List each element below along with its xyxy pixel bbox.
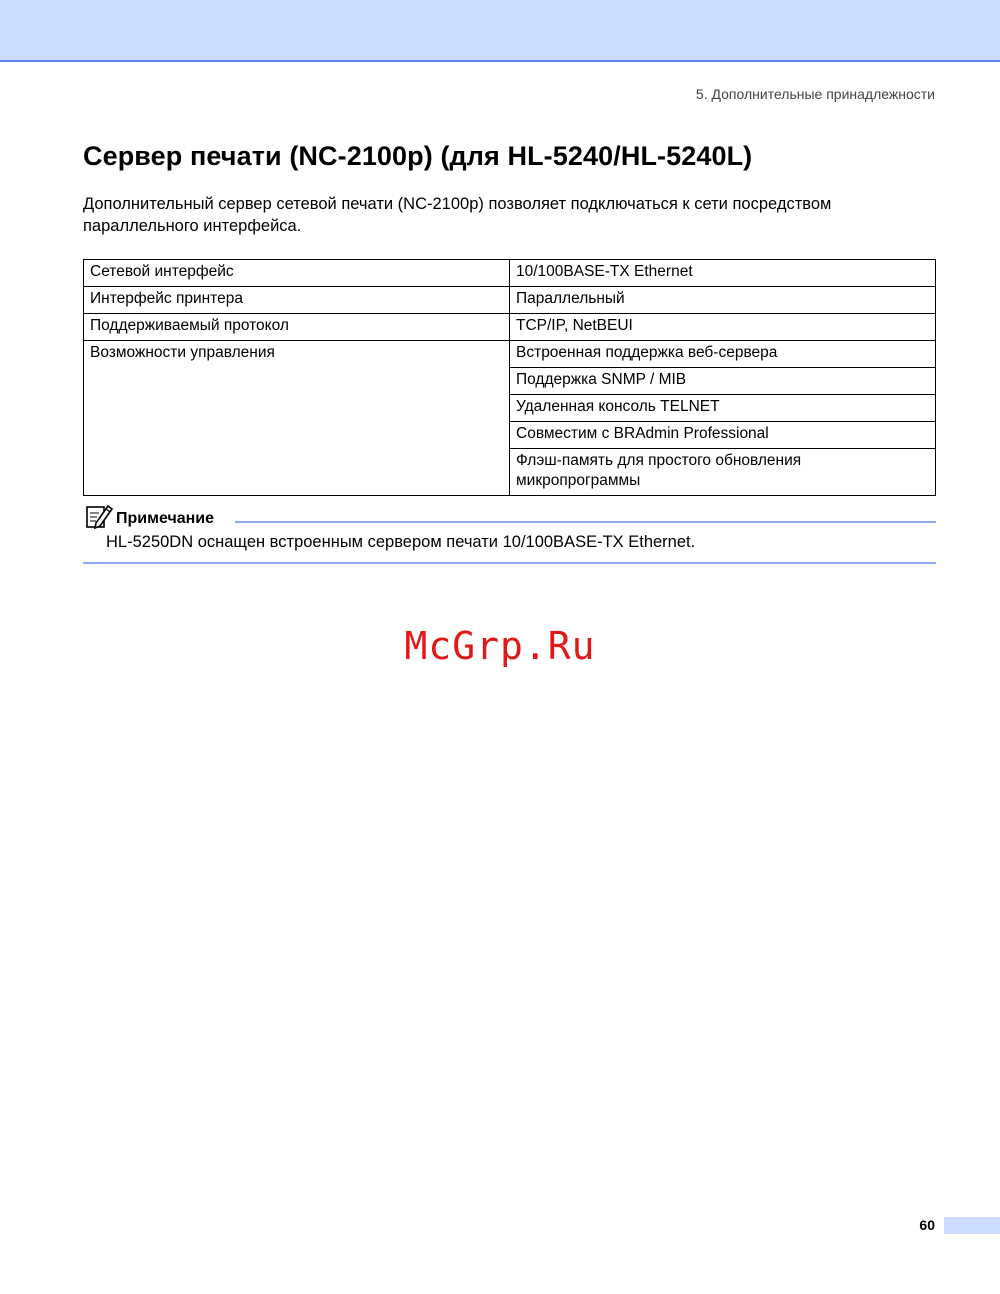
- row-label: Сетевой интерфейс: [84, 260, 510, 287]
- note-header: [85, 503, 936, 529]
- intro-paragraph: Дополнительный сервер сетевой печати (NC-2100p) позволяет подключаться к сети посредством параллельного интерфейса.: [83, 195, 832, 235]
- row-label: Возможности управления: [84, 341, 510, 496]
- row-value: Параллельный: [510, 287, 936, 314]
- note-bottom-divider: [83, 562, 936, 564]
- table-row: [84, 314, 936, 341]
- watermark: McGrp.Ru: [404, 624, 596, 668]
- table-row: [84, 341, 936, 368]
- note-title: Примечание: [116, 510, 215, 527]
- table-row: [84, 287, 936, 314]
- row-value: 10/100BASE-TX Ethernet: [510, 260, 936, 287]
- running-header: 5. Дополнительные принадлежности: [695, 86, 935, 102]
- row-value: TCP/IP, NetBEUI: [510, 314, 936, 341]
- row-value: Совместим с BRAdmin Professional: [510, 422, 936, 449]
- note-text: HL-5250DN оснащен встроенным сервером печати 10/100BASE-TX Ethernet.: [106, 533, 696, 551]
- spec-table: [83, 259, 936, 496]
- page-title: Сервер печати (NC-2100p) (для HL-5240/HL-5240L): [83, 141, 753, 171]
- row-label: Поддерживаемый протокол: [84, 314, 510, 341]
- row-label: Интерфейс принтера: [84, 287, 510, 314]
- note-divider: [235, 521, 936, 523]
- top-header-band: [0, 0, 1000, 62]
- table-row: [84, 260, 936, 287]
- page-tab: [944, 1217, 1000, 1234]
- row-value: Флэш-память для простого обновления микропрограммы: [510, 449, 936, 496]
- note-pencil-icon: [85, 503, 113, 529]
- row-value: Встроенная поддержка веб-сервера: [510, 341, 936, 368]
- page-number: 60: [919, 1217, 935, 1233]
- row-value: Удаленная консоль TELNET: [510, 395, 936, 422]
- row-value: Поддержка SNMP / MIB: [510, 368, 936, 395]
